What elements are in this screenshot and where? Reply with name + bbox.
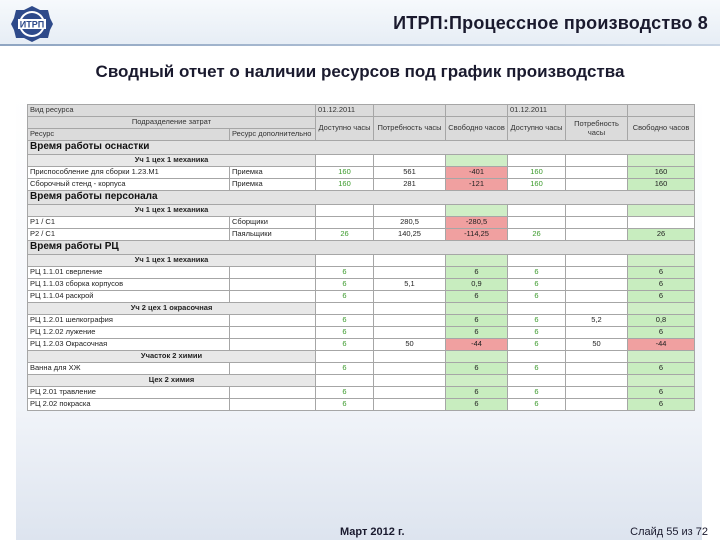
need-cell-2 <box>566 363 628 375</box>
free-cell-1: 6 <box>446 363 508 375</box>
free-cell-1: -44 <box>446 339 508 351</box>
category-row <box>28 141 695 155</box>
need-cell-1: 280,5 <box>374 217 446 229</box>
resource-cell: РЦ 1.2.02 лужение <box>28 327 230 339</box>
col-header-avail-1: Доступно часы <box>316 117 374 141</box>
avail-cell-2 <box>508 217 566 229</box>
need-cell-2 <box>566 167 628 179</box>
free-cell-2: 6 <box>628 363 695 375</box>
col-header-free-2: Свободно часов <box>628 117 695 141</box>
need-cell-2 <box>566 399 628 411</box>
empty-cell <box>566 303 628 315</box>
empty-cell <box>316 375 374 387</box>
empty-cell <box>316 155 374 167</box>
empty-cell <box>566 205 628 217</box>
resource-cell: РЦ 1.1.01 сверление <box>28 267 230 279</box>
free-cell-1: 0,9 <box>446 279 508 291</box>
empty-cell <box>446 255 508 267</box>
avail-cell-2: 160 <box>508 167 566 179</box>
resource-add-cell <box>230 327 316 339</box>
empty-cell <box>628 351 695 363</box>
table-row <box>28 267 695 279</box>
free-cell-2 <box>628 217 695 229</box>
resource-cell: РЦ 2.02 покраска <box>28 399 230 411</box>
avail-cell-1 <box>316 217 374 229</box>
free-cell-1: -121 <box>446 179 508 191</box>
resource-add-cell <box>230 363 316 375</box>
avail-cell-1: 160 <box>316 179 374 191</box>
need-cell-1: 5,1 <box>374 279 446 291</box>
resource-add-cell <box>230 339 316 351</box>
resource-cell: Р2 / С1 <box>28 229 230 241</box>
subdivision-label: Цех 2 химия <box>28 375 316 387</box>
empty-cell <box>508 255 566 267</box>
footer-date: Март 2012 г. <box>340 526 405 538</box>
free-cell-1: -280,5 <box>446 217 508 229</box>
need-cell-1 <box>374 315 446 327</box>
empty-cell <box>446 205 508 217</box>
avail-cell-1: 6 <box>316 267 374 279</box>
need-cell-2 <box>566 217 628 229</box>
resource-add-cell: Сборщики <box>230 217 316 229</box>
empty-cell <box>374 351 446 363</box>
free-cell-1: -114,25 <box>446 229 508 241</box>
resource-add-cell <box>230 267 316 279</box>
resource-add-cell <box>230 387 316 399</box>
free-cell-2: 0,8 <box>628 315 695 327</box>
need-cell-1: 50 <box>374 339 446 351</box>
avail-cell-1: 6 <box>316 315 374 327</box>
subdivision-label: Уч 1 цех 1 механика <box>28 255 316 267</box>
table-row <box>28 363 695 375</box>
free-cell-2: -44 <box>628 339 695 351</box>
free-cell-1: 6 <box>446 315 508 327</box>
resource-add-cell: Приемка <box>230 167 316 179</box>
need-cell-2 <box>566 279 628 291</box>
empty-cell <box>566 351 628 363</box>
avail-cell-2: 6 <box>508 363 566 375</box>
col-header-resource-add: Ресурс дополнительно <box>230 129 316 141</box>
empty-cell <box>316 303 374 315</box>
need-cell-2 <box>566 179 628 191</box>
table-row <box>28 399 695 411</box>
col-header-resource: Ресурс <box>28 129 230 141</box>
resource-cell: РЦ 1.1.03 сборка корпусов <box>28 279 230 291</box>
avail-cell-2: 6 <box>508 327 566 339</box>
avail-cell-2: 6 <box>508 387 566 399</box>
free-cell-1: -401 <box>446 167 508 179</box>
avail-cell-2: 6 <box>508 267 566 279</box>
empty-cell <box>508 375 566 387</box>
need-cell-1: 561 <box>374 167 446 179</box>
resource-add-cell <box>230 279 316 291</box>
empty-cell <box>446 303 508 315</box>
need-cell-1 <box>374 387 446 399</box>
header-row-1 <box>28 105 695 117</box>
free-cell-2: 160 <box>628 179 695 191</box>
avail-cell-2: 6 <box>508 291 566 303</box>
empty-cell <box>374 155 446 167</box>
subdivision-label: Уч 1 цех 1 механика <box>28 155 316 167</box>
free-cell-2: 6 <box>628 279 695 291</box>
need-cell-2 <box>566 267 628 279</box>
subdivision-row <box>28 205 695 217</box>
free-cell-2: 6 <box>628 291 695 303</box>
table-row <box>28 387 695 399</box>
header-row-2 <box>28 117 695 129</box>
avail-cell-1: 6 <box>316 291 374 303</box>
resource-add-cell <box>230 315 316 327</box>
table-row <box>28 327 695 339</box>
avail-cell-1: 6 <box>316 327 374 339</box>
need-cell-2 <box>566 291 628 303</box>
avail-cell-2: 26 <box>508 229 566 241</box>
avail-cell-1: 6 <box>316 279 374 291</box>
resource-cell: РЦ 1.2.03 Окрасочная <box>28 339 230 351</box>
empty-cell <box>446 375 508 387</box>
table-row <box>28 339 695 351</box>
category-row <box>28 191 695 205</box>
need-cell-1: 140,25 <box>374 229 446 241</box>
empty-cell <box>446 155 508 167</box>
resource-cell: РЦ 1.2.01 шелкография <box>28 315 230 327</box>
empty-cell <box>374 255 446 267</box>
resource-add-cell <box>230 291 316 303</box>
empty-cell <box>628 205 695 217</box>
need-cell-2 <box>566 327 628 339</box>
empty-cell <box>628 255 695 267</box>
need-cell-2 <box>566 229 628 241</box>
free-cell-2: 26 <box>628 229 695 241</box>
col-header-resource-type: Вид ресурса <box>28 105 316 117</box>
itrp-logo-icon <box>10 5 54 43</box>
need-cell-2: 5,2 <box>566 315 628 327</box>
free-cell-2: 6 <box>628 267 695 279</box>
free-cell-1: 6 <box>446 267 508 279</box>
resource-cell: Ванна для ХЖ <box>28 363 230 375</box>
empty-cell <box>628 375 695 387</box>
col-header-need-1: Потребность часы <box>374 117 446 141</box>
date-header-2: 01.12.2011 <box>508 105 566 117</box>
header-divider <box>0 44 720 46</box>
empty-cell <box>508 351 566 363</box>
table-row <box>28 179 695 191</box>
col-header-avail-2: Доступно часы <box>508 117 566 141</box>
need-cell-1: 281 <box>374 179 446 191</box>
empty-cell <box>374 205 446 217</box>
free-cell-2: 6 <box>628 327 695 339</box>
empty-cell <box>508 303 566 315</box>
resource-cell: Р1 / С1 <box>28 217 230 229</box>
resource-add-cell <box>230 399 316 411</box>
resource-cell: Приспособление для сборки 1.23.М1 <box>28 167 230 179</box>
free-cell-1: 6 <box>446 399 508 411</box>
avail-cell-1: 26 <box>316 229 374 241</box>
free-cell-1: 6 <box>446 327 508 339</box>
col-header-need-2: Потребность часы <box>566 117 628 141</box>
avail-cell-1: 6 <box>316 387 374 399</box>
subdivision-row <box>28 255 695 267</box>
col-header-free-1: Свободно часов <box>446 117 508 141</box>
need-cell-2: 50 <box>566 339 628 351</box>
subdivision-row <box>28 375 695 387</box>
avail-cell-1: 6 <box>316 399 374 411</box>
empty-cell <box>316 205 374 217</box>
subdivision-label: Участок 2 химии <box>28 351 316 363</box>
resource-report-table <box>27 104 694 411</box>
table-row <box>28 279 695 291</box>
resource-cell: РЦ 1.1.04 раскрой <box>28 291 230 303</box>
resource-add-cell: Паяльщики <box>230 229 316 241</box>
subdivision-row <box>28 351 695 363</box>
avail-cell-2: 6 <box>508 279 566 291</box>
col-header-dept: Подразделение затрат <box>28 117 316 129</box>
empty-cell <box>508 155 566 167</box>
resource-cell: Сборочный стенд - корпуса <box>28 179 230 191</box>
free-cell-2: 6 <box>628 387 695 399</box>
need-cell-2 <box>566 387 628 399</box>
avail-cell-1: 6 <box>316 363 374 375</box>
need-cell-1 <box>374 399 446 411</box>
avail-cell-1: 160 <box>316 167 374 179</box>
empty-cell <box>628 155 695 167</box>
free-cell-2: 160 <box>628 167 695 179</box>
empty-cell <box>316 255 374 267</box>
category-row <box>28 241 695 255</box>
need-cell-1 <box>374 291 446 303</box>
category-label: Время работы оснастки <box>28 141 695 155</box>
empty-cell <box>508 205 566 217</box>
empty-cell <box>446 351 508 363</box>
empty-cell <box>566 255 628 267</box>
free-cell-2: 6 <box>628 399 695 411</box>
need-cell-1 <box>374 363 446 375</box>
empty-cell <box>566 375 628 387</box>
report-title: Сводный отчет о наличии ресурсов под график производства <box>95 62 625 81</box>
slide-number: Слайд 55 из 72 <box>630 526 708 538</box>
need-cell-1 <box>374 327 446 339</box>
empty-cell <box>374 375 446 387</box>
free-cell-1: 6 <box>446 291 508 303</box>
avail-cell-1: 6 <box>316 339 374 351</box>
avail-cell-2: 160 <box>508 179 566 191</box>
table-row <box>28 291 695 303</box>
subdivision-row <box>28 155 695 167</box>
subdivision-row <box>28 303 695 315</box>
empty-cell <box>316 351 374 363</box>
logo-text: ИТРП <box>19 19 45 30</box>
table-row <box>28 315 695 327</box>
avail-cell-2: 6 <box>508 399 566 411</box>
avail-cell-2: 6 <box>508 339 566 351</box>
need-cell-1 <box>374 267 446 279</box>
subdivision-label: Уч 2 цех 1 окрасочная <box>28 303 316 315</box>
free-cell-1: 6 <box>446 387 508 399</box>
slide-title: ИТРП:Процессное производство 8 <box>393 13 708 33</box>
resource-add-cell: Приемка <box>230 179 316 191</box>
empty-cell <box>566 155 628 167</box>
date-header-1: 01.12.2011 <box>316 105 374 117</box>
avail-cell-2: 6 <box>508 315 566 327</box>
subdivision-label: Уч 1 цех 1 механика <box>28 205 316 217</box>
category-label: Время работы РЦ <box>28 241 695 255</box>
empty-cell <box>374 303 446 315</box>
category-label: Время работы персонала <box>28 191 695 205</box>
resource-cell: РЦ 2.01 травление <box>28 387 230 399</box>
table-row <box>28 217 695 229</box>
empty-cell <box>628 303 695 315</box>
table-row <box>28 229 695 241</box>
table-row <box>28 167 695 179</box>
